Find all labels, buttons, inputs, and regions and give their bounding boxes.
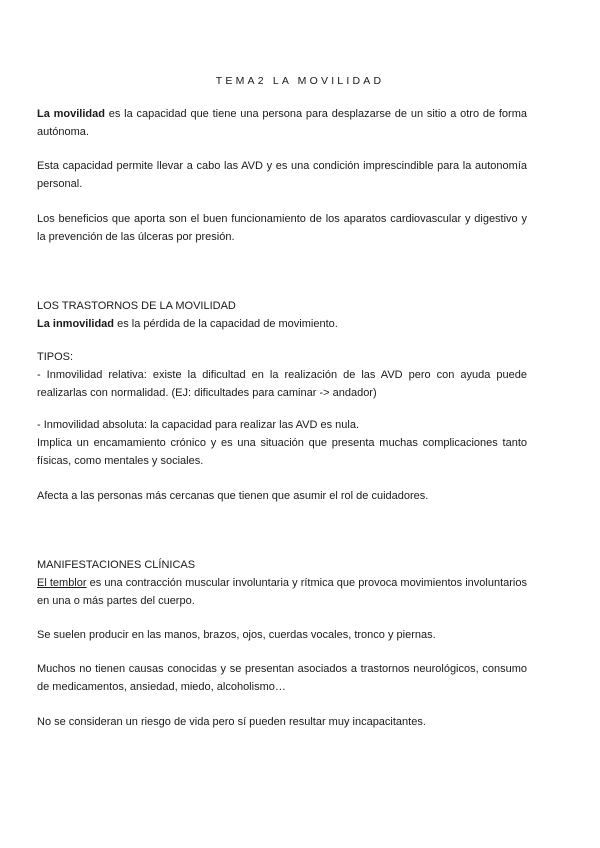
manifestaciones-paragraph-4 [37, 713, 527, 731]
intro-text-2: Esta capacidad permite llevar a cabo las AVD y es una condición imprescindible para la autonomía personal. [37, 160, 527, 190]
section-tipos [37, 348, 527, 402]
intro-paragraph-3 [37, 210, 527, 246]
section-manifestaciones [37, 556, 527, 610]
tipo-absoluta: - Inmovilidad absoluta: la capacidad para realizar las AVD es nula. [37, 419, 360, 431]
manifestaciones-paragraph-3 [37, 660, 527, 696]
manifestaciones-text-3: Muchos no tienen causas conocidas y se presentan asociados a trastornos neurológicos, consumo de medicamentos, ansiedad, miedo, alcoholismo… [37, 663, 527, 693]
tipo-absoluta-detail: Implica un encamamiento crónico y es una situación que presenta muchas complicaciones tanto físicas, como mentales y sociales. [37, 437, 527, 467]
tipo-absoluta-block [37, 416, 527, 470]
section-heading-manifestaciones: MANIFESTACIONES CLÍNICAS [37, 559, 196, 571]
intro-paragraph-1 [37, 105, 527, 141]
inmovilidad-definition: es la pérdida de la capacidad de movimiento. [114, 318, 338, 330]
temblor-definition: es una contracción muscular involuntaria y rítmica que provoca movimientos involuntarios en una o más partes del cuerpo. [37, 577, 527, 607]
term-inmovilidad: La inmovilidad [37, 318, 115, 330]
tipo-relativa: - Inmovilidad relativa: existe la dificultad en la realización de las AVD pero con ayuda puede realizarlas con normalidad. (EJ: dificultades para caminar -> andador) [37, 369, 527, 399]
manifestaciones-text-2: Se suelen producir en las manos, brazos, ojos, cuerdas vocales, tronco y piernas. [37, 629, 436, 641]
manifestaciones-paragraph-2 [37, 626, 527, 644]
section-heading-trastornos: LOS TRASTORNOS DE LA MOVILIDAD [37, 300, 236, 312]
manifestaciones-text-4: No se consideran un riesgo de vida pero sí pueden resultar muy incapacitantes. [37, 716, 426, 728]
intro-text-1: es la capacidad que tiene una persona para desplazarse de un sitio a otro de forma autónoma. [37, 108, 527, 138]
afecta-paragraph [37, 487, 527, 505]
section-trastornos [37, 297, 527, 333]
tipos-heading: TIPOS: [37, 351, 74, 363]
intro-text-3: Los beneficios que aporta son el buen funcionamiento de los aparatos cardiovascular y digestivo y la prevención de las úlceras por presión. [37, 213, 527, 243]
term-temblor: El temblor [37, 577, 87, 589]
term-movilidad: La movilidad [37, 108, 105, 120]
intro-paragraph-2 [37, 157, 527, 193]
afecta-text: Afecta a las personas más cercanas que tienen que asumir el rol de cuidadores. [37, 490, 429, 502]
page-title: TEMA2 LA MOVILIDAD [215, 75, 385, 87]
